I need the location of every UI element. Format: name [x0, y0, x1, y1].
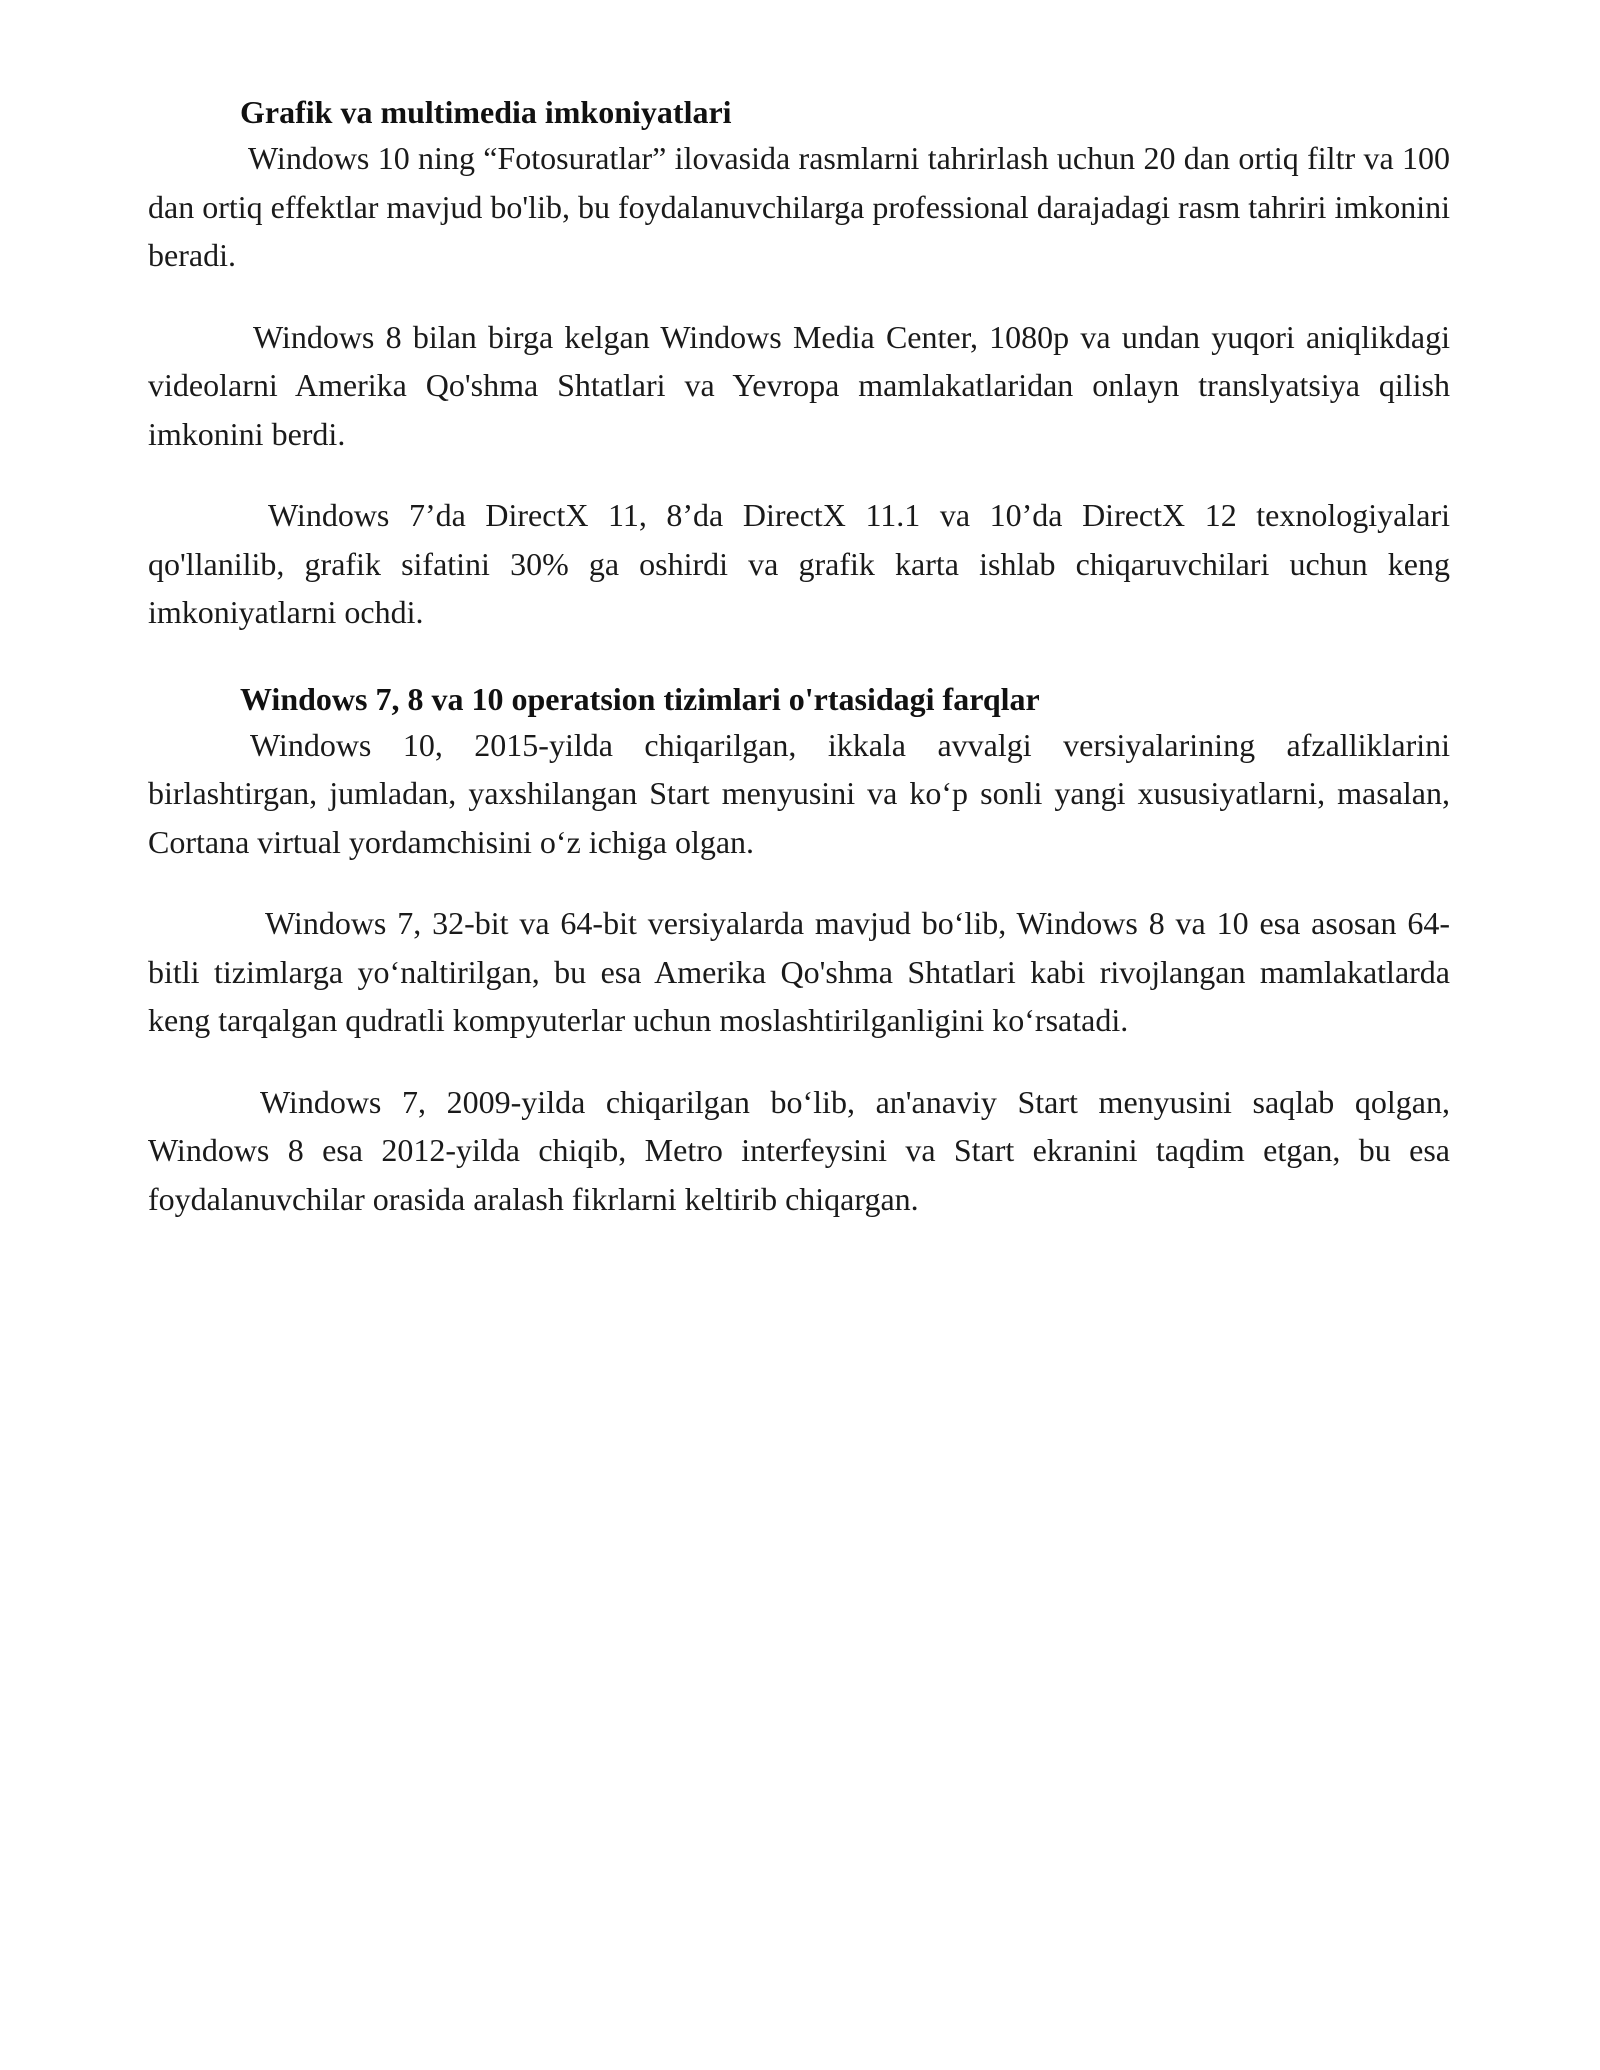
paragraph-directx: Windows 7’da DirectX 11, 8’da DirectX 11.1 va 10’da DirectX 12 texnologiyalari qo'llanilib, grafik sifatini 30% ga oshirdi va grafik karta ishlab chiqaruvchilari uchun keng imkoniyatlarni ochdi.	[148, 497, 1450, 630]
paragraph-bit-versions: Windows 7, 32-bit va 64-bit versiyalarda mavjud bo‘lib, Windows 8 va 10 esa asosan 64-bitli tizimlarga yo‘naltirilgan, bu esa Amerika Qo'shma Shtatlari kabi rivojlangan mamlakatlarda keng tarqalgan qudratli kompyuterlar uchun moslashtirilganligini ko‘rsatadi.	[148, 905, 1450, 1038]
paragraph-release-history: Windows 7, 2009-yilda chiqarilgan bo‘lib, an'anaviy Start menyusini saqlab qolgan, Windows 8 esa 2012-yilda chiqib, Metro interfeysini va Start ekranini taqdim etgan, bu esa foydalanuvchilar orasida aralash fikrlarni keltirib chiqargan.	[148, 1083, 1450, 1217]
paragraph-media-center: Windows 8 bilan birga kelgan Windows Media Center, 1080p va undan yuqori aniqlikdagi videolarni Amerika Qo'shma Shtatlari va Yevropa mamlakatlaridan onlayn translyatsiya qilish imkonini berdi.	[148, 318, 1450, 452]
section-heading-graphics: Grafik va multimedia imkoniyatlari	[240, 94, 732, 130]
paragraph-photos-app: Windows 10 ning “Fotosuratlar” ilovasida rasmlarni tahrirlash uchun 20 dan ortiq filtr va 100 dan ortiq effektlar mavjud bo'lib, bu foydalanuvchilarga professional darajadagi rasm tahriri imkonini beradi.	[148, 140, 1450, 273]
section-heading-differences: Windows 7, 8 va 10 operatsion tizimlari o'rtasidagi farqlar	[240, 680, 1040, 717]
document-body	[148, 90, 1450, 1223]
paragraph-windows-10: Windows 10, 2015-yilda chiqarilgan, ikkala avvalgi versiyalarining afzalliklarini birlashtirgan, jumladan, yaxshilangan Start menyusini va ko‘p sonli yangi xususiyatlarni, masalan, Cortana virtual yordamchisini o‘z ichiga olgan.	[148, 726, 1450, 860]
